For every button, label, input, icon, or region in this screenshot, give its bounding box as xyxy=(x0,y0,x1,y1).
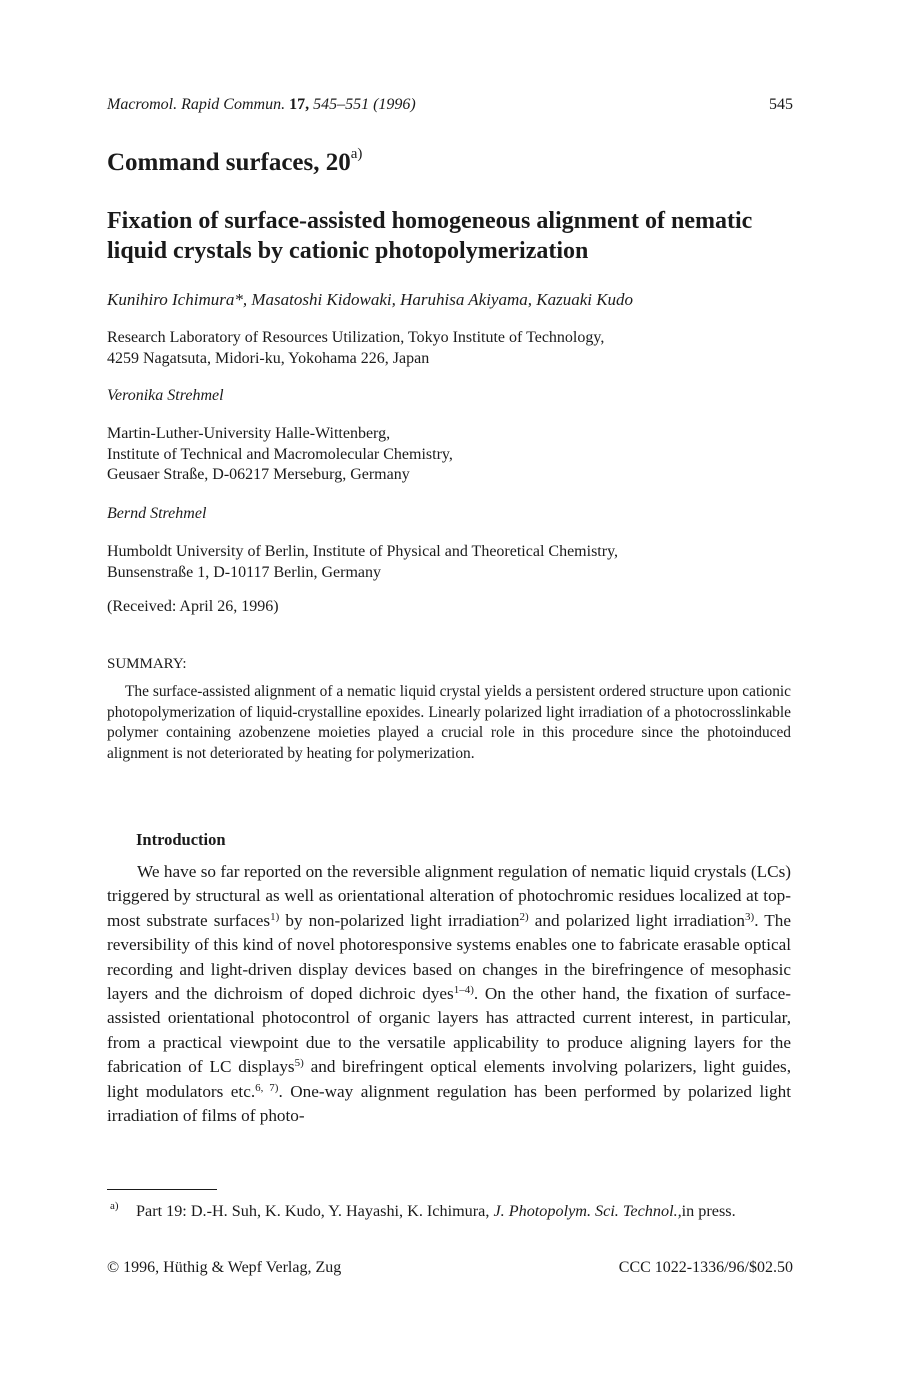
affiliation-3-line-1: Humboldt University of Berlin, Institute of Physical and Theoretical Chemistry, xyxy=(107,543,619,560)
introduction-text xyxy=(107,860,791,1128)
journal-volume: 17, xyxy=(289,96,310,113)
footnote-citation: Part 19: D.-H. Suh, K. Kudo, Y. Hayashi, K. Ichimura, xyxy=(136,1202,494,1220)
article-title: Fixation of surface-assisted homogeneous alignment of nematic liquid crystals by cationic photopolymerization xyxy=(107,208,753,264)
intro-text-segment: and birefringent optical elements involving polarizers, light guides, light modulators etc. xyxy=(107,1057,791,1101)
page-number: 545 xyxy=(769,96,793,113)
affiliation-1-line-1: Research Laboratory of Resources Utilization, Tokyo Institute of Technology, xyxy=(107,329,605,346)
reference-marker: 1–4) xyxy=(453,984,474,997)
summary-text: The surface-assisted alignment of a nematic liquid crystal yields a persistent ordered structure upon cationic photopolymerization of liquid-crystalline epoxides. Linearly polarized light irradiation of a photocrosslinkable polymer containing azobenzene moieties played a crucial role in this procedure since the photoinduced alignment is not deteriorated by heating for polymerization. xyxy=(107,683,791,762)
footnote-divider xyxy=(107,1189,217,1190)
reference-marker: 6, 7) xyxy=(255,1081,279,1094)
affiliation-2-line-2: Institute of Technical and Macromolecular Chemistry, xyxy=(107,445,453,463)
reference-marker: 3) xyxy=(745,910,755,923)
footnote-text xyxy=(136,1200,792,1222)
received-date: (Received: April 26, 1996) xyxy=(107,598,279,615)
intro-text-segment: . The reversibility of this kind of novel photoresponsive systems enables one to fabricate erasable optical recording and light-driven display devices based on changes in the birefringence of mesophasic layers and the dichroism of doped dichroic dyes xyxy=(107,910,792,1004)
footnote-mark: a) xyxy=(110,1200,119,1212)
summary-heading: SUMMARY: xyxy=(107,656,187,672)
affiliation-3-line-2: Bunsenstraße 1, D-10117 Berlin, Germany xyxy=(107,563,382,581)
intro-text-segment: . On the other hand, the fixation of surface-assisted orientational photocontrol of organic layers has attracted current interest, in particular, from a practical viewpoint due to the versatile applicability to produce aligning layers for the fabrication of LC displays xyxy=(107,984,792,1077)
intro-text-segment: and polarized light irradiation xyxy=(528,910,746,930)
series-title xyxy=(107,146,362,177)
author-list: Kunihiro Ichimura*, Masatoshi Kidowaki, Haruhisa Akiyama, Kazuaki Kudo xyxy=(107,290,634,309)
affiliation-1-line-2: 4259 Nagatsuta, Midori-ku, Yokohama 226, Japan xyxy=(107,349,430,367)
affiliation-1 xyxy=(107,328,604,369)
journal-pages-year: 545–551 (1996) xyxy=(313,96,416,113)
reference-marker: 1) xyxy=(270,910,280,923)
series-title-text: Command surfaces, 20 xyxy=(107,149,351,176)
copyright-notice: © 1996, Hüthig & Wepf Verlag, Zug xyxy=(107,1259,342,1276)
affiliation-2-line-1: Martin-Luther-University Halle-Wittenberg, xyxy=(107,425,391,442)
author-3: Bernd Strehmel xyxy=(107,505,207,522)
footnote-journal: J. Photopolym. Sci. Technol., xyxy=(493,1202,682,1220)
author-2: Veronika Strehmel xyxy=(107,387,224,404)
journal-name: Macromol. Rapid Commun. xyxy=(107,96,286,113)
footnote-tail: in press. xyxy=(681,1202,736,1220)
intro-text-segment: . One-way alignment regulation has been performed by polarized light irradiation of films of photo- xyxy=(107,1081,791,1126)
reference-marker: 5) xyxy=(294,1057,304,1070)
intro-text-segment: by non-polarized light irradiation xyxy=(279,910,520,930)
affiliation-2 xyxy=(107,424,453,486)
introduction-heading: Introduction xyxy=(136,830,226,849)
ccc-code: CCC 1022-1336/96/$02.50 xyxy=(618,1259,793,1276)
affiliation-3 xyxy=(107,542,618,583)
series-title-footnote-mark: a) xyxy=(350,146,363,162)
journal-citation xyxy=(107,96,416,114)
reference-marker: 2) xyxy=(519,910,529,923)
affiliation-2-line-3: Geusaer Straße, D-06217 Merseburg, Germany xyxy=(107,466,410,483)
intro-text-segment: We have so far reported on the reversible alignment regulation of nematic liquid crystals (LCs) triggered by structural as well as orientational alteration of photochromic residues localized at top-most substrate surfaces xyxy=(107,862,791,930)
